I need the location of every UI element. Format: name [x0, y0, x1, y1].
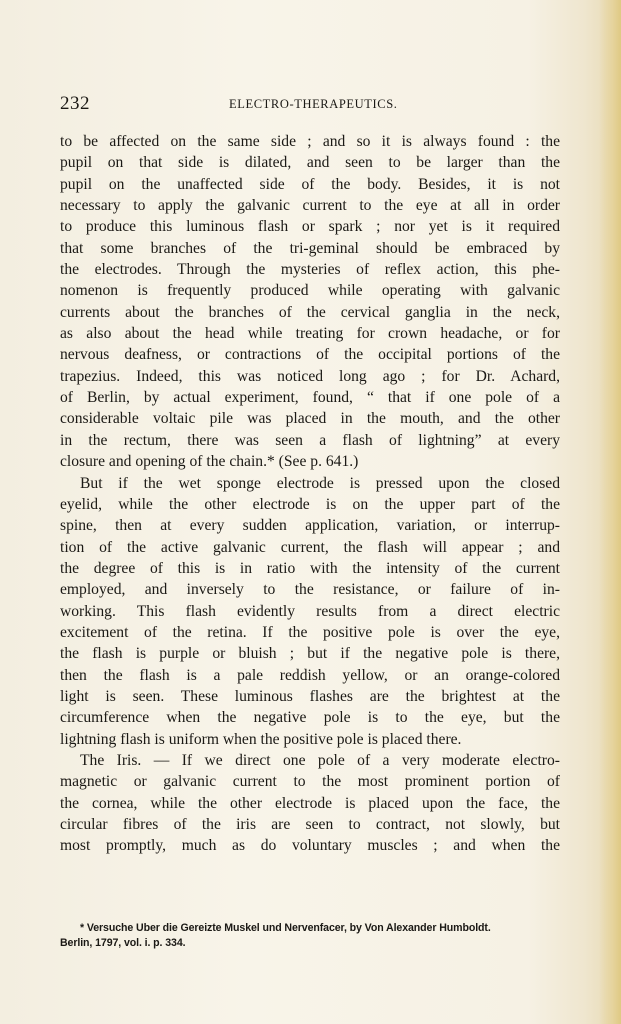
- text-line: spine, then at every sudden application, variation, or interrup-: [60, 517, 560, 535]
- footnote-line: Berlin, 1797, vol. i. p. 334.: [60, 937, 186, 949]
- text-line: the degree of this is in ratio with the intensity of the current: [60, 559, 560, 577]
- text-line: light is seen. These luminous flashes are the brightest at the: [60, 687, 560, 705]
- body-text: [60, 131, 560, 857]
- text-line: in the rectum, there was seen a flash of lightning” at every: [60, 431, 560, 449]
- page-number: 232: [60, 93, 90, 114]
- text-line: nomenon is frequently produced while operating with galvanic: [60, 282, 560, 300]
- text-line: circumference when the negative pole is to the eye, but the: [60, 709, 560, 727]
- text-line: pupil on that side is dilated, and seen to be larger than the: [60, 154, 560, 172]
- text-line: of Berlin, by actual experiment, found, “ that if one pole of a: [60, 389, 560, 407]
- footnote-line: * Versuche Uber die Gereizte Muskel und Nervenfacer, by Von Alexander Humboldt.: [80, 922, 491, 934]
- text-line: the cornea, while the other electrode is placed upon the face, the: [60, 794, 560, 812]
- text-line: working. This flash evidently results from a direct electric: [60, 602, 560, 620]
- text-line: that some branches of the tri-geminal should be embraced by: [60, 239, 560, 257]
- text-line: lightning flash is uniform when the positive pole is placed there.: [60, 730, 462, 748]
- text-line: But if the wet sponge electrode is pressed upon the closed: [80, 474, 560, 492]
- text-line: pupil on the unaffected side of the body. Besides, it is not: [60, 175, 560, 193]
- running-head: ELECTRO-THERAPEUTICS.: [229, 97, 398, 111]
- text-line: necessary to apply the galvanic current to the eye at all in order: [60, 197, 560, 215]
- text-line: to produce this luminous flash or spark ; nor yet is it required: [60, 218, 560, 236]
- text-line: then the flash is a pale reddish yellow, or an orange-colored: [60, 666, 560, 684]
- text-line: as also about the head while treating for crown headache, or for: [60, 325, 560, 343]
- text-line: employed, and inversely to the resistance, or failure of in-: [60, 581, 560, 599]
- text-line: trapezius. Indeed, this was noticed long ago ; for Dr. Achard,: [60, 367, 560, 385]
- text-line: eyelid, while the other electrode is on the upper part of the: [60, 495, 560, 513]
- footnote: [60, 921, 560, 951]
- text-line: to be affected on the same side ; and so it is always found : the: [60, 133, 560, 150]
- text-line: the flash is purple or bluish ; but if the negative pole is there,: [60, 645, 560, 663]
- text-line: currents about the branches of the cervical ganglia in the neck,: [60, 303, 560, 321]
- text-line: tion of the active galvanic current, the flash will appear ; and: [60, 538, 560, 556]
- text-line: magnetic or galvanic current to the most prominent portion of: [60, 773, 560, 791]
- text-line: considerable voltaic pile was placed in the mouth, and the other: [60, 410, 560, 428]
- text-line: closure and opening of the chain.* (See p. 641.): [60, 453, 359, 471]
- text-line: the electrodes. Through the mysteries of reflex action, this phe-: [60, 261, 560, 279]
- text-line: excitement of the retina. If the positive pole is over the eye,: [60, 623, 560, 641]
- text-line: circular fibres of the iris are seen to contract, not slowly, but: [60, 816, 560, 833]
- page-header: [60, 93, 560, 117]
- text-line: most promptly, much as do voluntary muscles ; and when the: [60, 837, 560, 855]
- text-line: nervous deafness, or contractions of the occipital portions of the: [60, 346, 560, 364]
- text-line: The Iris. — If we direct one pole of a very moderate electro-: [80, 751, 560, 769]
- page-edge-shadow: [599, 0, 621, 1024]
